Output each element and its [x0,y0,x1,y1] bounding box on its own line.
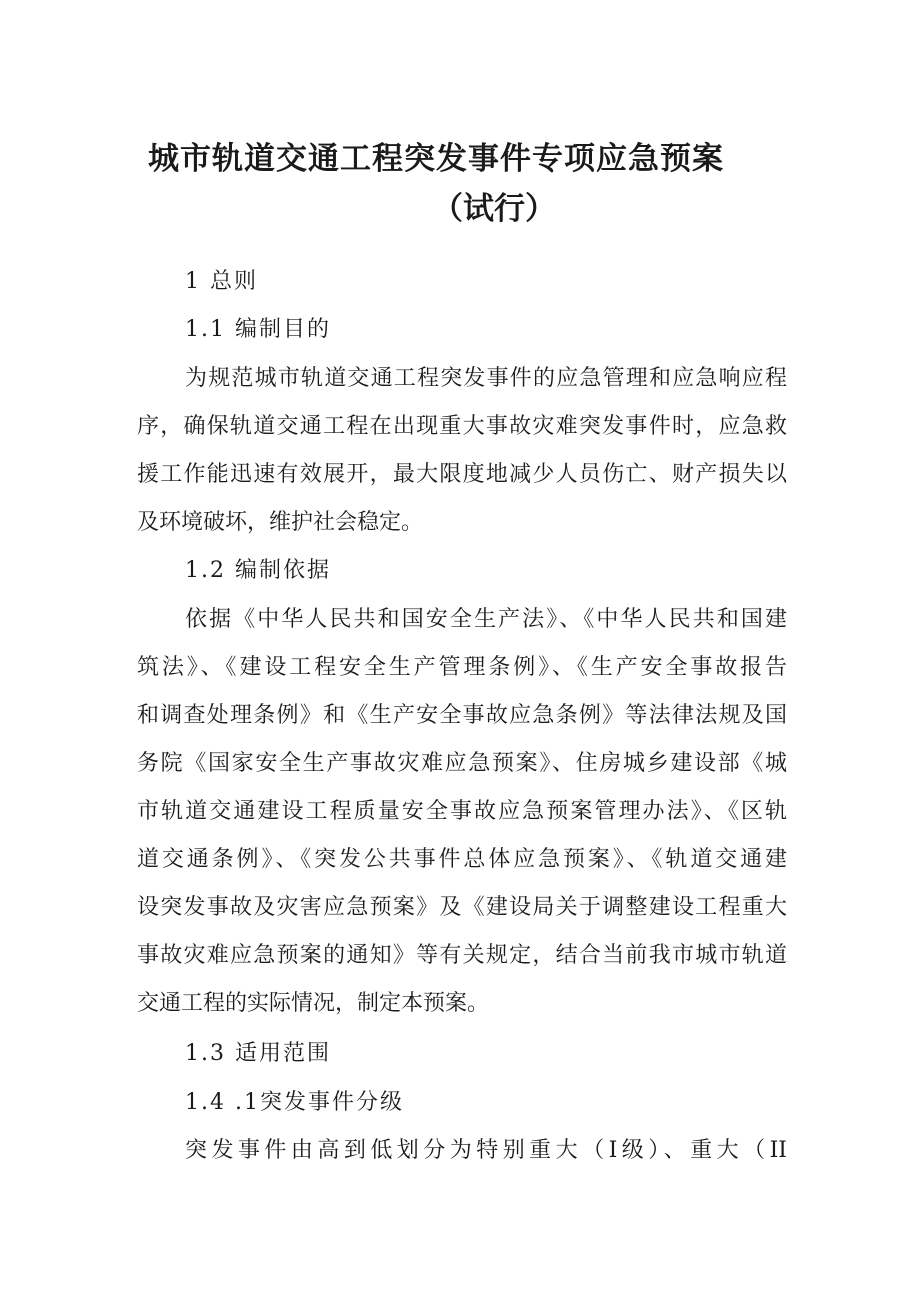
section-heading-purpose: 1.1 编制目的 [185,317,331,342]
paragraph-line: 事故灾难应急预案的通知》等有关规定，结合当前我市城市轨道 [137,943,787,968]
paragraph-line: 设突发事故及灾害应急预案》及《建设局关于调整建设工程重大 [137,895,787,920]
paragraph-line: 市轨道交通建设工程质量安全事故应急预案管理办法》、《区轨 [137,799,787,824]
section-heading-general: 1 总则 [185,269,258,294]
paragraph-line: 援工作能迅速有效展开，最大限度地减少人员伤亡、财产损失以 [137,462,787,487]
paragraph-line: 筑法》、《建设工程安全生产管理条例》、《生产安全事故报告 [137,655,787,680]
paragraph-line: 和调查处理条例》和《生产安全事故应急条例》等法律法规及国 [137,703,787,728]
paragraph-line: 为规范城市轨道交通工程突发事件的应急管理和应急响应程 [185,366,787,391]
paragraph-line: 道交通条例》、《突发公共事件总体应急预案》、《轨道交通建 [137,847,787,872]
paragraph-line: 依据《中华人民共和国安全生产法》、《中华人民共和国建 [185,607,787,632]
paragraph-line: 务院《国家安全生产事故灾难应急预案》、住房城乡建设部《城 [137,751,787,776]
section-heading-basis: 1.2 编制依据 [185,558,331,583]
paragraph-line: 交通工程的实际情况，制定本预案。 [137,991,490,1016]
document-subtitle: （试行） [432,191,556,227]
paragraph-line: 及环境破坏，维护社会稳定。 [137,510,424,535]
paragraph-line: 突发事件由高到低划分为特别重大（Ⅰ级）、重大（II [185,1138,787,1163]
paragraph-line: 序，确保轨道交通工程在出现重大事故灾难突发事件时，应急救 [137,414,787,439]
section-heading-classification: 1.4 .1突发事件分级 [185,1090,404,1115]
document-title: 城市轨道交通工程突发事件专项应急预案 [148,141,724,177]
section-heading-scope: 1.3 适用范围 [185,1041,331,1066]
